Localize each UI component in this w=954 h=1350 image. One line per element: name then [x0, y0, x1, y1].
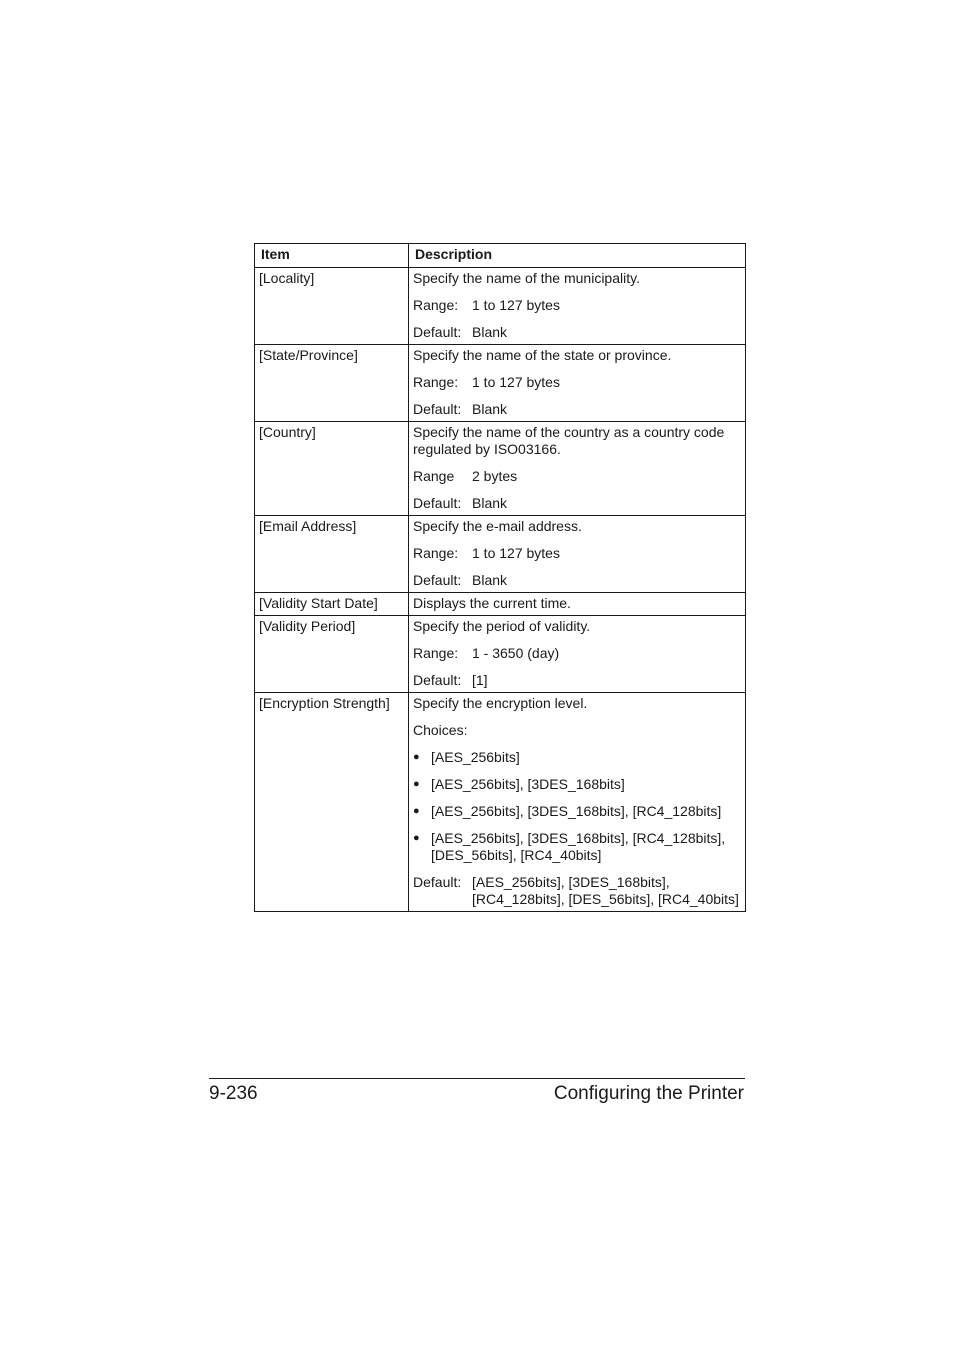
item-name: [Encryption Strength] — [255, 693, 409, 912]
item-description — [409, 268, 746, 345]
description-text: Displays the current time. — [413, 595, 571, 611]
item-name: [Validity Period] — [255, 616, 409, 693]
default-value: Blank — [472, 495, 508, 511]
default-value: Blank — [472, 324, 508, 340]
default-line — [413, 495, 741, 512]
choices-list — [413, 749, 741, 864]
description-text: Specify the period of validity. — [413, 618, 591, 634]
range-label: Range: — [413, 545, 459, 561]
default-value: Blank — [472, 401, 508, 417]
item-description — [409, 516, 746, 593]
range-label: Range — [413, 468, 455, 484]
bullet-icon: ● — [413, 832, 420, 844]
choice-text: [AES_256bits] — [431, 749, 520, 765]
page-number: 9-236 — [209, 1083, 258, 1104]
default-label: Default: — [413, 324, 462, 340]
range-value: 2 bytes — [472, 468, 518, 484]
default-label: Default: — [413, 495, 462, 511]
default-line — [413, 672, 741, 689]
column-header-item: Item — [255, 244, 409, 268]
bullet-icon: ● — [413, 778, 420, 790]
list-item — [413, 776, 741, 793]
description-text: Specify the name of the state or province. — [413, 347, 672, 363]
table-row — [255, 345, 746, 422]
settings-table — [254, 243, 746, 912]
range-label: Range: — [413, 374, 459, 390]
item-name: [Email Address] — [255, 516, 409, 593]
choice-text: [AES_256bits], [3DES_168bits] — [431, 776, 625, 792]
choice-text: [AES_256bits], [3DES_168bits], [RC4_128bits], [DES_56bits], [RC4_40bits] — [431, 830, 726, 863]
default-line — [413, 324, 741, 341]
list-item — [413, 803, 741, 820]
item-name: [Validity Start Date] — [255, 593, 409, 616]
item-description — [409, 693, 746, 912]
range-line — [413, 545, 741, 562]
range-line — [413, 374, 741, 391]
default-line — [413, 572, 741, 589]
default-label: Default: — [413, 401, 462, 417]
list-item — [413, 749, 741, 766]
range-line — [413, 297, 741, 314]
description-text: Specify the e-mail address. — [413, 518, 582, 534]
default-line — [413, 401, 741, 418]
table-row — [255, 693, 746, 912]
item-description — [409, 422, 746, 516]
choices-label: Choices: — [413, 722, 468, 738]
range-value: 1 - 3650 (day) — [472, 645, 560, 661]
default-value: [1] — [472, 672, 488, 688]
range-label: Range: — [413, 645, 459, 661]
range-value: 1 to 127 bytes — [472, 297, 560, 313]
section-title: Configuring the Printer — [553, 1083, 744, 1104]
range-label: Range: — [413, 297, 459, 313]
range-line — [413, 468, 741, 485]
description-text: Specify the name of the country as a country code regulated by ISO03166. — [413, 424, 725, 457]
table-row — [255, 516, 746, 593]
bullet-icon: ● — [413, 751, 420, 763]
default-line — [413, 874, 741, 908]
footer-divider — [209, 1078, 745, 1079]
bullet-icon: ● — [413, 805, 420, 817]
item-description — [409, 345, 746, 422]
item-name: [Locality] — [255, 268, 409, 345]
table-row — [255, 593, 746, 616]
item-description — [409, 593, 746, 616]
list-item — [413, 830, 741, 864]
table-row — [255, 616, 746, 693]
default-value: Blank — [472, 572, 508, 588]
description-text: Specify the name of the municipality. — [413, 270, 640, 286]
default-value: [AES_256bits], [3DES_168bits], [RC4_128bits], [DES_56bits], [RC4_40bits] — [472, 874, 739, 907]
table-row — [255, 422, 746, 516]
default-label: Default: — [413, 572, 462, 588]
range-value: 1 to 127 bytes — [472, 545, 560, 561]
description-text: Specify the encryption level. — [413, 695, 588, 711]
default-label: Default: — [413, 874, 462, 890]
range-value: 1 to 127 bytes — [472, 374, 560, 390]
default-label: Default: — [413, 672, 462, 688]
item-description — [409, 616, 746, 693]
range-line — [413, 645, 741, 662]
table-header-row — [255, 244, 746, 268]
column-header-description: Description — [409, 244, 746, 268]
table-row — [255, 268, 746, 345]
item-name: [Country] — [255, 422, 409, 516]
choice-text: [AES_256bits], [3DES_168bits], [RC4_128bits] — [431, 803, 722, 819]
item-name: [State/Province] — [255, 345, 409, 422]
